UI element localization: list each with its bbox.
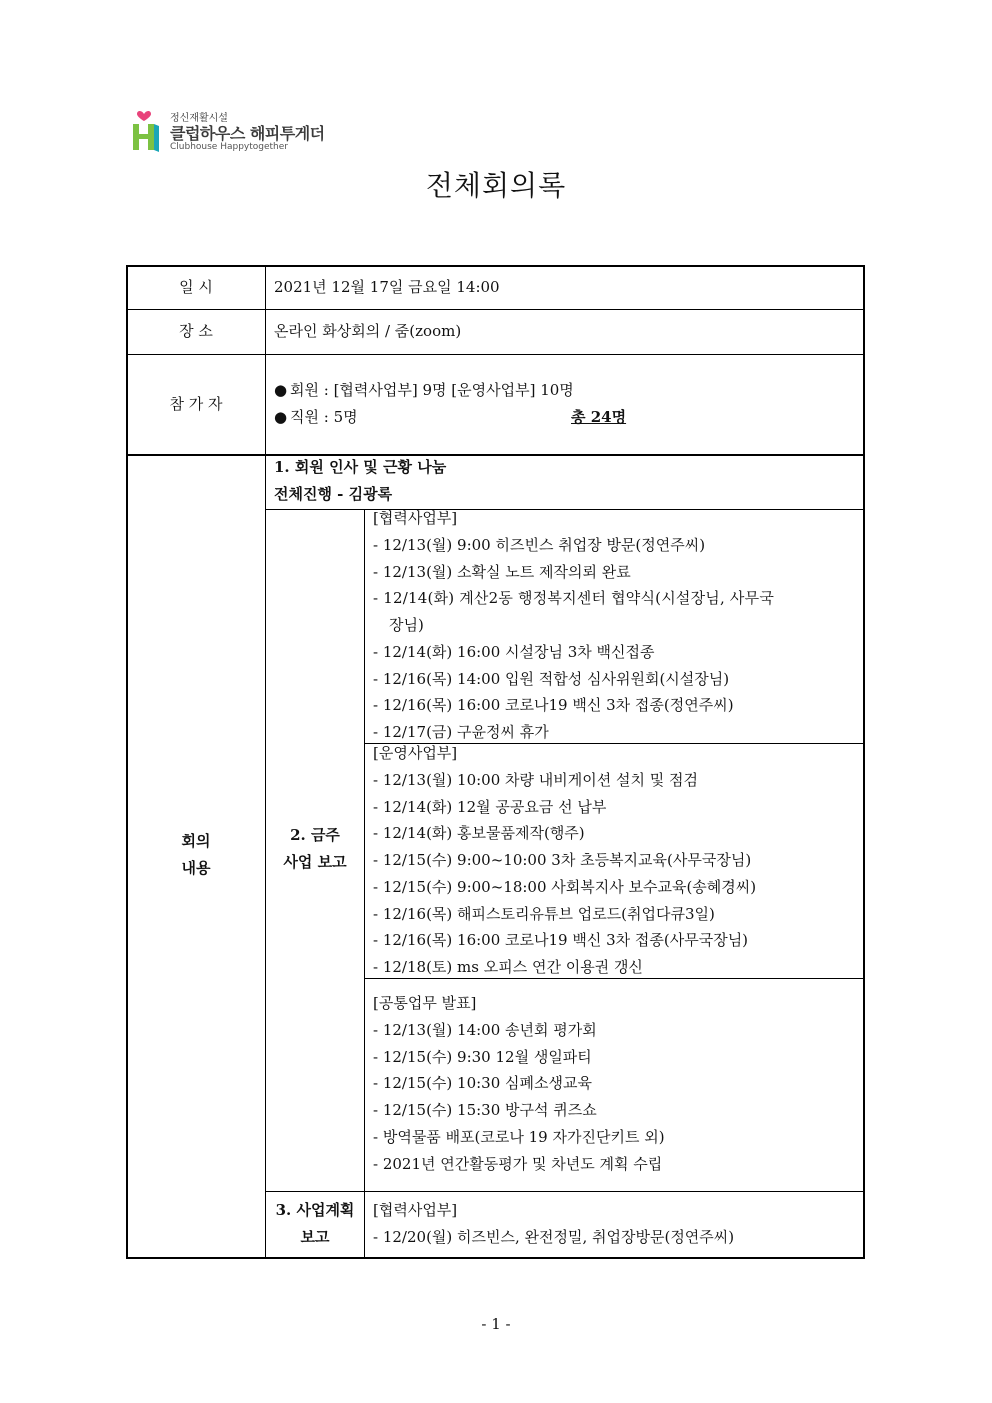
clubhouse-logo-icon	[128, 104, 164, 156]
attendees-members: ● 회원 : [협력사업부] 9명 [운영사업부] 10명	[274, 377, 574, 404]
list-item: - 12/14(화) 홍보물품제작(행주)	[373, 824, 585, 843]
common-list	[373, 1017, 665, 1177]
list-item: - 12/15(수) 10:30 심폐소생교육	[373, 1074, 592, 1093]
section1-title: 1. 회원 인사 및 근황 나눔	[274, 458, 447, 476]
plan-header: [협력사업부]	[373, 1201, 458, 1219]
section2-label-line1: 2. 금주	[290, 826, 340, 844]
page-title: 전체회의록	[425, 169, 567, 202]
common-header: [공통업무 발표]	[373, 994, 477, 1012]
row-divider	[126, 309, 865, 310]
page-number: - 1 -	[481, 1315, 511, 1333]
section1-subtitle: 전체진행 - 김광록	[274, 485, 393, 503]
row-divider	[126, 454, 865, 456]
plan-list	[373, 1224, 734, 1251]
bullet-icon: ●	[274, 381, 288, 399]
list-item: - 12/16(목) 16:00 코로나19 백신 3차 접종(사무국장님)	[373, 931, 749, 950]
date-value: 2021년 12월 17일 금요일 14:00	[274, 278, 500, 296]
list-item: - 12/16(목) 14:00 입원 적합성 심사위원회(시설장님)	[373, 669, 730, 688]
row-divider	[265, 509, 865, 510]
org-english-name: Clubhouse Happytogether	[170, 142, 288, 152]
list-item: - 방역물품 배포(코로나 19 자가진단키트 외)	[373, 1127, 665, 1146]
section3-label-line2: 보고	[300, 1228, 330, 1246]
section3-label-line1: 3. 사업계획	[275, 1201, 355, 1219]
list-item: - 12/13(월) 소확실 노트 제작의뢰 완료	[373, 562, 631, 581]
org-logo	[128, 104, 328, 156]
place-label: 장 소	[179, 322, 213, 340]
coop-header: [협력사업부]	[373, 509, 458, 527]
list-item: 장님)	[389, 616, 424, 635]
section2-label-line2: 사업 보고	[283, 853, 347, 871]
list-item: - 12/14(화) 12월 공공요금 선 납부	[373, 797, 607, 816]
date-label: 일 시	[179, 278, 213, 296]
ops-list	[373, 767, 756, 981]
column-divider	[364, 509, 365, 1259]
list-item: - 12/15(수) 9:30 12월 생일파티	[373, 1047, 592, 1066]
content-label-line2: 내용	[181, 859, 211, 877]
list-item: - 12/15(수) 9:00~10:00 3차 초등복지교육(사무국장님)	[373, 851, 752, 870]
list-item: - 12/17(금) 구윤정씨 휴가	[373, 722, 549, 741]
list-item: - 12/15(수) 15:30 방구석 퀴즈쇼	[373, 1101, 597, 1120]
attendees-staff: ● 직원 : 5명	[274, 404, 358, 431]
coop-list	[373, 532, 774, 746]
list-item: - 12/16(목) 해피스토리유튜브 업로드(취업다큐3일)	[373, 904, 715, 923]
list-item: - 12/13(월) 9:00 히즈빈스 취업장 방문(정연주씨)	[373, 536, 706, 554]
org-type: 정신재활시설	[170, 113, 228, 124]
place-value: 온라인 화상회의 / 줌(zoom)	[274, 322, 462, 340]
attendees-label: 참 가 자	[169, 395, 223, 413]
list-item: - 2021년 연간활동평가 및 차년도 계획 수립	[373, 1154, 663, 1173]
list-item: - 12/18(토) ms 오피스 연간 이용권 갱신	[373, 957, 643, 976]
list-item: - 12/13(월) 10:00 차량 내비게이션 설치 및 점검	[373, 771, 698, 789]
ops-header: [운영사업부]	[373, 744, 458, 762]
row-divider	[126, 354, 865, 355]
list-item: - 12/15(수) 9:00~18:00 사회복지사 보수교육(송혜경씨)	[373, 877, 757, 896]
content-label-line1: 회의	[181, 832, 211, 850]
column-divider	[265, 265, 266, 1259]
row-divider	[265, 1191, 865, 1192]
attendees-total: 총 24명	[571, 408, 627, 426]
list-item: - 12/14(화) 16:00 시설장님 3차 백신접종	[373, 642, 655, 661]
list-item: - 12/14(화) 계산2동 행정복지센터 협약식(시설장님, 사무국	[373, 589, 775, 608]
org-name: 클럽하우스 해피투게더	[170, 124, 325, 143]
bullet-icon: ●	[274, 408, 288, 426]
list-item: - 12/13(월) 14:00 송년회 평가회	[373, 1021, 597, 1039]
list-item: - 12/16(목) 16:00 코로나19 백신 3차 접종(정연주씨)	[373, 696, 734, 715]
list-item: - 12/20(월) 히즈빈스, 완전정밀, 취업장방문(정연주씨)	[373, 1228, 735, 1246]
